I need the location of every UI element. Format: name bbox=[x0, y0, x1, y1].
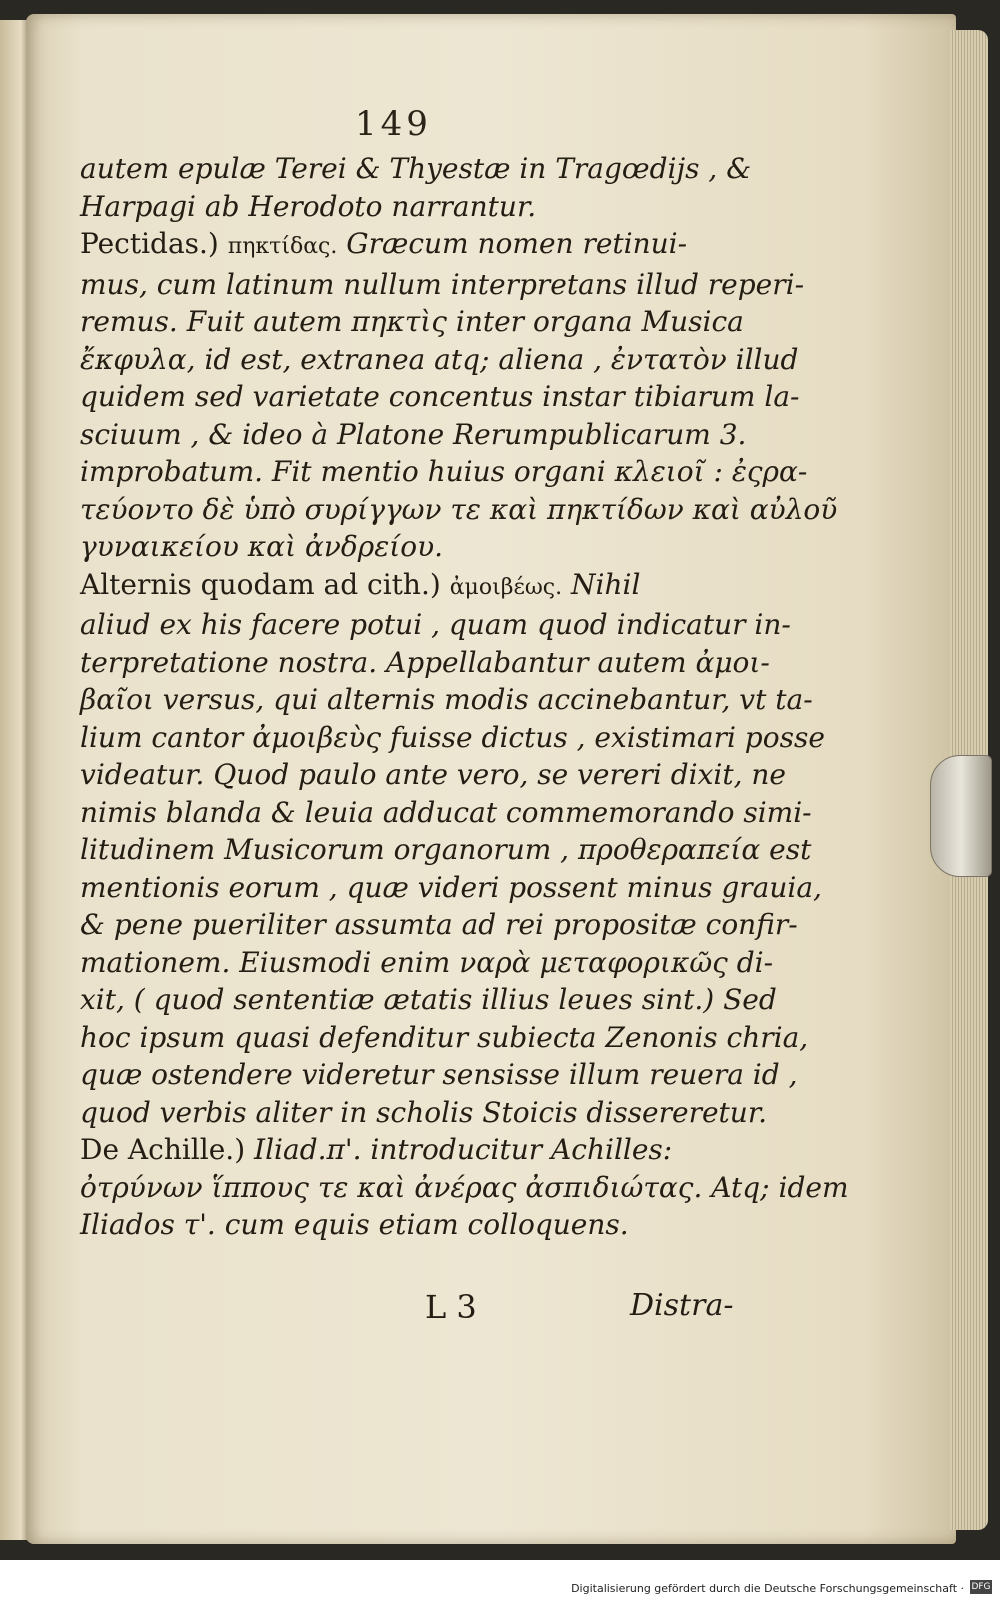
line-text: Nihil bbox=[562, 567, 641, 601]
text-line bbox=[80, 150, 752, 188]
text-line bbox=[80, 681, 813, 719]
line-text: remus. Fuit autem πηκτὶς inter organa Musica bbox=[80, 305, 744, 338]
text-line bbox=[80, 1206, 740, 1244]
greek-lemma: ἀμοιβέως. bbox=[449, 574, 563, 600]
text-line bbox=[80, 303, 744, 341]
text-line bbox=[80, 566, 740, 607]
line-text: Iliad.π'. introducitur Achilles: bbox=[245, 1133, 673, 1166]
text-line bbox=[80, 378, 800, 416]
line-text: Harpagi ab Herodoto narrantur. bbox=[80, 189, 537, 223]
line-text: ὀτρύνων ἵππους τε καὶ ἀνέρας ἀσπιδιώτας. Atq; idem bbox=[80, 1170, 849, 1204]
line-text: mationem. Eiusmodi enim ναρὰ μεταφορικῶς di- bbox=[80, 945, 774, 979]
text-line bbox=[80, 341, 799, 379]
line-text: & pene pueriliter assumta ad rei propositæ confir- bbox=[80, 908, 798, 941]
line-text: litudinem Musicorum organorum , προθεραπεία est bbox=[80, 833, 812, 866]
text-line bbox=[80, 869, 822, 907]
greek-lemma: πηκτίδας. bbox=[227, 234, 338, 259]
text-line bbox=[80, 944, 774, 982]
digitization-credit: Digitalisierung gefördert durch die Deutsche Forschungsgemeinschaft · bbox=[571, 1582, 964, 1595]
line-text: quæ ostendere videretur sensisse illum reuera id , bbox=[80, 1058, 798, 1091]
text-line bbox=[80, 188, 740, 226]
body-text bbox=[80, 150, 849, 1244]
line-text: βαῖοι versus, qui alternis modis accinebantur, vt ta- bbox=[80, 683, 813, 716]
text-line bbox=[80, 831, 812, 869]
signature-mark: L 3 bbox=[425, 1288, 477, 1326]
line-text: lium cantor ἀμοιβεὺς fuisse dictus , existimari posse bbox=[80, 720, 825, 754]
text-line bbox=[80, 225, 740, 266]
text-line bbox=[80, 1169, 849, 1207]
dfg-logo-icon: DFG bbox=[971, 1582, 991, 1592]
text-line bbox=[80, 1019, 809, 1057]
line-text: Græcum nomen retinui- bbox=[337, 227, 688, 260]
text-line bbox=[80, 1056, 798, 1094]
book-clamp bbox=[930, 755, 992, 877]
text-line bbox=[80, 981, 777, 1019]
text-line bbox=[80, 528, 740, 566]
text-line bbox=[80, 719, 825, 757]
line-text: ἔκφυλα, id est, extranea atq; aliena , ἐντατὸν illud bbox=[80, 342, 799, 376]
line-text: quidem sed varietate concentus instar tibiarum la- bbox=[80, 380, 800, 413]
text-line bbox=[80, 266, 805, 304]
text-line bbox=[80, 416, 747, 454]
line-text: xit, ( quod sententiæ ætatis illius leues sint.) Sed bbox=[80, 983, 777, 1016]
digitization-credit-bar bbox=[0, 1560, 1000, 1602]
page-number: 149 bbox=[355, 104, 432, 144]
text-line bbox=[80, 491, 838, 529]
lemma-heading: Pectidas.) bbox=[80, 227, 219, 260]
text-line bbox=[80, 453, 808, 491]
line-text: mentionis eorum , quæ videri possent minus grauia, bbox=[80, 870, 822, 904]
catchword: Distra- bbox=[630, 1288, 734, 1323]
text-line bbox=[80, 1131, 740, 1169]
line-text: γυναικείου καὶ ἀνδρείου. bbox=[80, 530, 443, 563]
line-text: sciuum , & ideo à Platone Rerumpublicarum 3. bbox=[80, 417, 747, 451]
text-line bbox=[80, 756, 786, 794]
line-text: Iliados τ'. cum equis etiam colloquens. bbox=[80, 1208, 629, 1241]
text-line bbox=[80, 794, 812, 832]
line-text: mus, cum latinum nullum interpretans illud reperi- bbox=[80, 267, 805, 301]
line-text: terpretatione nostra. Appellabantur autem ἀμοι- bbox=[80, 645, 770, 679]
line-text: videatur. Quod paulo ante vero, se vereri dixit, ne bbox=[80, 758, 786, 791]
line-text: aliud ex his facere potui , quam quod indicatur in- bbox=[80, 608, 791, 641]
line-text: autem epulæ Terei & Thyestæ in Tragœdijs , & bbox=[80, 152, 752, 185]
text-line bbox=[80, 644, 770, 682]
line-text: τεύοντο δὲ ὑπὸ συρίγγων τε καὶ πηκτίδων καὶ αὐλοῦ bbox=[80, 492, 838, 526]
text-line bbox=[80, 606, 791, 644]
line-text: hoc ipsum quasi defenditur subiecta Zenonis chria, bbox=[80, 1020, 809, 1054]
line-text: nimis blanda & leuia adducat commemorando simi- bbox=[80, 795, 812, 829]
text-line bbox=[80, 906, 798, 944]
line-text: improbatum. Fit mentio huius organi κλειοῖ : ἐςρα- bbox=[80, 455, 808, 488]
text-line bbox=[80, 1094, 768, 1132]
line-text: quod verbis aliter in scholis Stoicis dissereretur. bbox=[80, 1095, 768, 1129]
lemma-heading: Alternis quodam ad cith.) bbox=[80, 567, 441, 601]
lemma-heading: De Achille.) bbox=[80, 1133, 246, 1166]
